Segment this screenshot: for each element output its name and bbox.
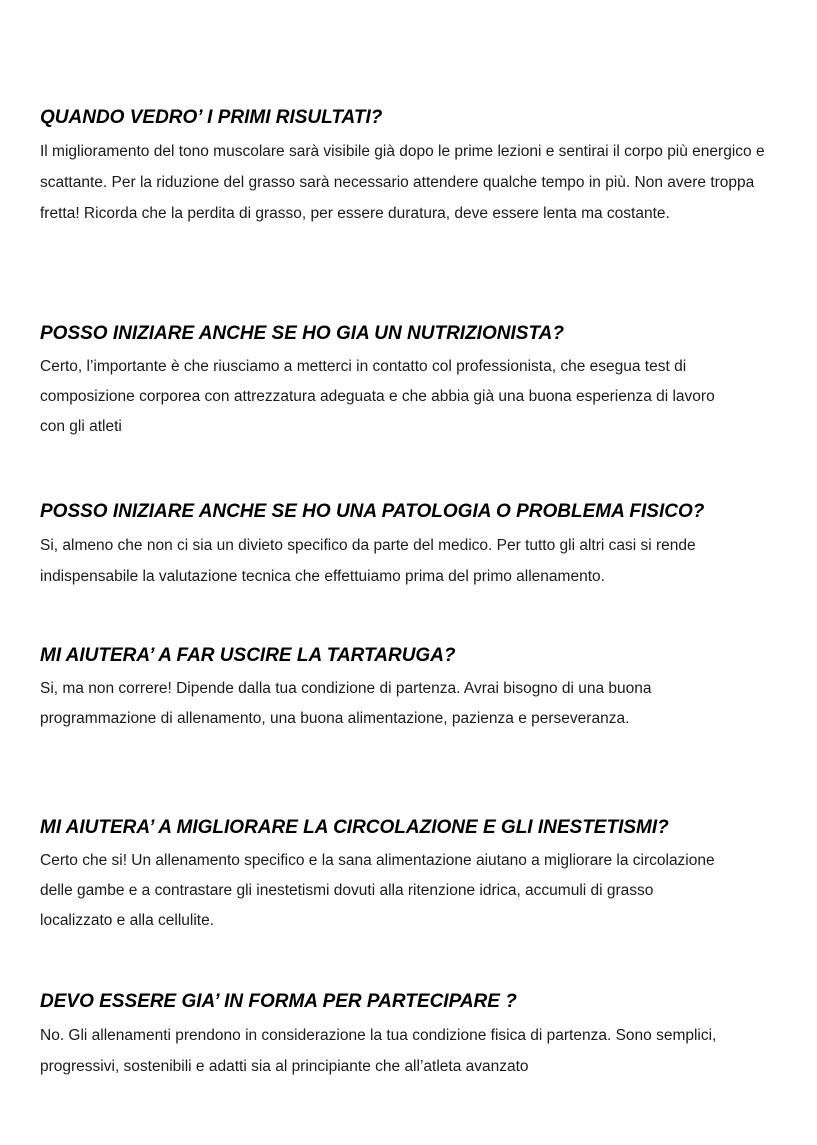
faq-item-abs bbox=[40, 644, 780, 734]
faq-question: DEVO ESSERE GIA’ IN FORMA PER PARTECIPARE ? bbox=[40, 991, 517, 1012]
faq-answer: Si, almeno che non ci sia un divieto specifico da parte del medico. Per tutto gli altri casi si rende indispensabile la valutazione tecnica che effettuiamo prima del primo allenamento. bbox=[40, 537, 696, 585]
faq-question: POSSO INIZIARE ANCHE SE HO UNA PATOLOGIA O PROBLEMA FISICO? bbox=[40, 501, 705, 522]
faq-item-nutritionist bbox=[40, 322, 780, 442]
faq-question: MI AIUTERA’ A FAR USCIRE LA TARTARUGA? bbox=[40, 645, 456, 666]
faq-answer: No. Gli allenamenti prendono in considerazione la tua condizione fisica di partenza. Sono semplici, progressivi, sostenibili e adatti sia al principiante che all’atleta avanzato bbox=[40, 1027, 717, 1075]
faq-item-circulation bbox=[40, 816, 780, 936]
faq-question: POSSO INIZIARE ANCHE SE HO GIA UN NUTRIZIONISTA? bbox=[40, 323, 564, 344]
faq-question: QUANDO VEDRO’ I PRIMI RISULTATI? bbox=[40, 107, 383, 128]
faq-answer: Certo che si! Un allenamento specifico e la sana alimentazione aiutano a migliorare la circolazione delle gambe e a contrastare gli inestetismi dovuti alla ritenzione idrica, accumuli di grasso localizzato e alla cellulite. bbox=[40, 852, 715, 929]
faq-answer: Si, ma non correre! Dipende dalla tua condizione di partenza. Avrai bisogno di una buona programmazione di allenamento, una buona alimentazione, pazienza e perseveranza. bbox=[40, 680, 652, 727]
faq-question: MI AIUTERA’ A MIGLIORARE LA CIRCOLAZIONE E GLI INESTETISMI? bbox=[40, 817, 669, 838]
faq-item-fitness bbox=[40, 990, 780, 1082]
faq-item-results bbox=[40, 106, 780, 229]
faq-item-pathology bbox=[40, 500, 780, 592]
faq-answer: Certo, l’importante è che riusciamo a metterci in contatto col professionista, che esegua test di composizione corporea con attrezzatura adeguata e che abbia già una buona esperienza di lavoro con gli atleti bbox=[40, 358, 715, 435]
faq-answer: Il miglioramento del tono muscolare sarà visibile già dopo le prime lezioni e sentirai il corpo più energico e scattante. Per la riduzione del grasso sarà necessario attendere qualche tempo in più. Non avere troppa fretta! Ricorda che la perdita di grasso, per essere duratura, deve essere lenta ma costante. bbox=[40, 143, 765, 222]
